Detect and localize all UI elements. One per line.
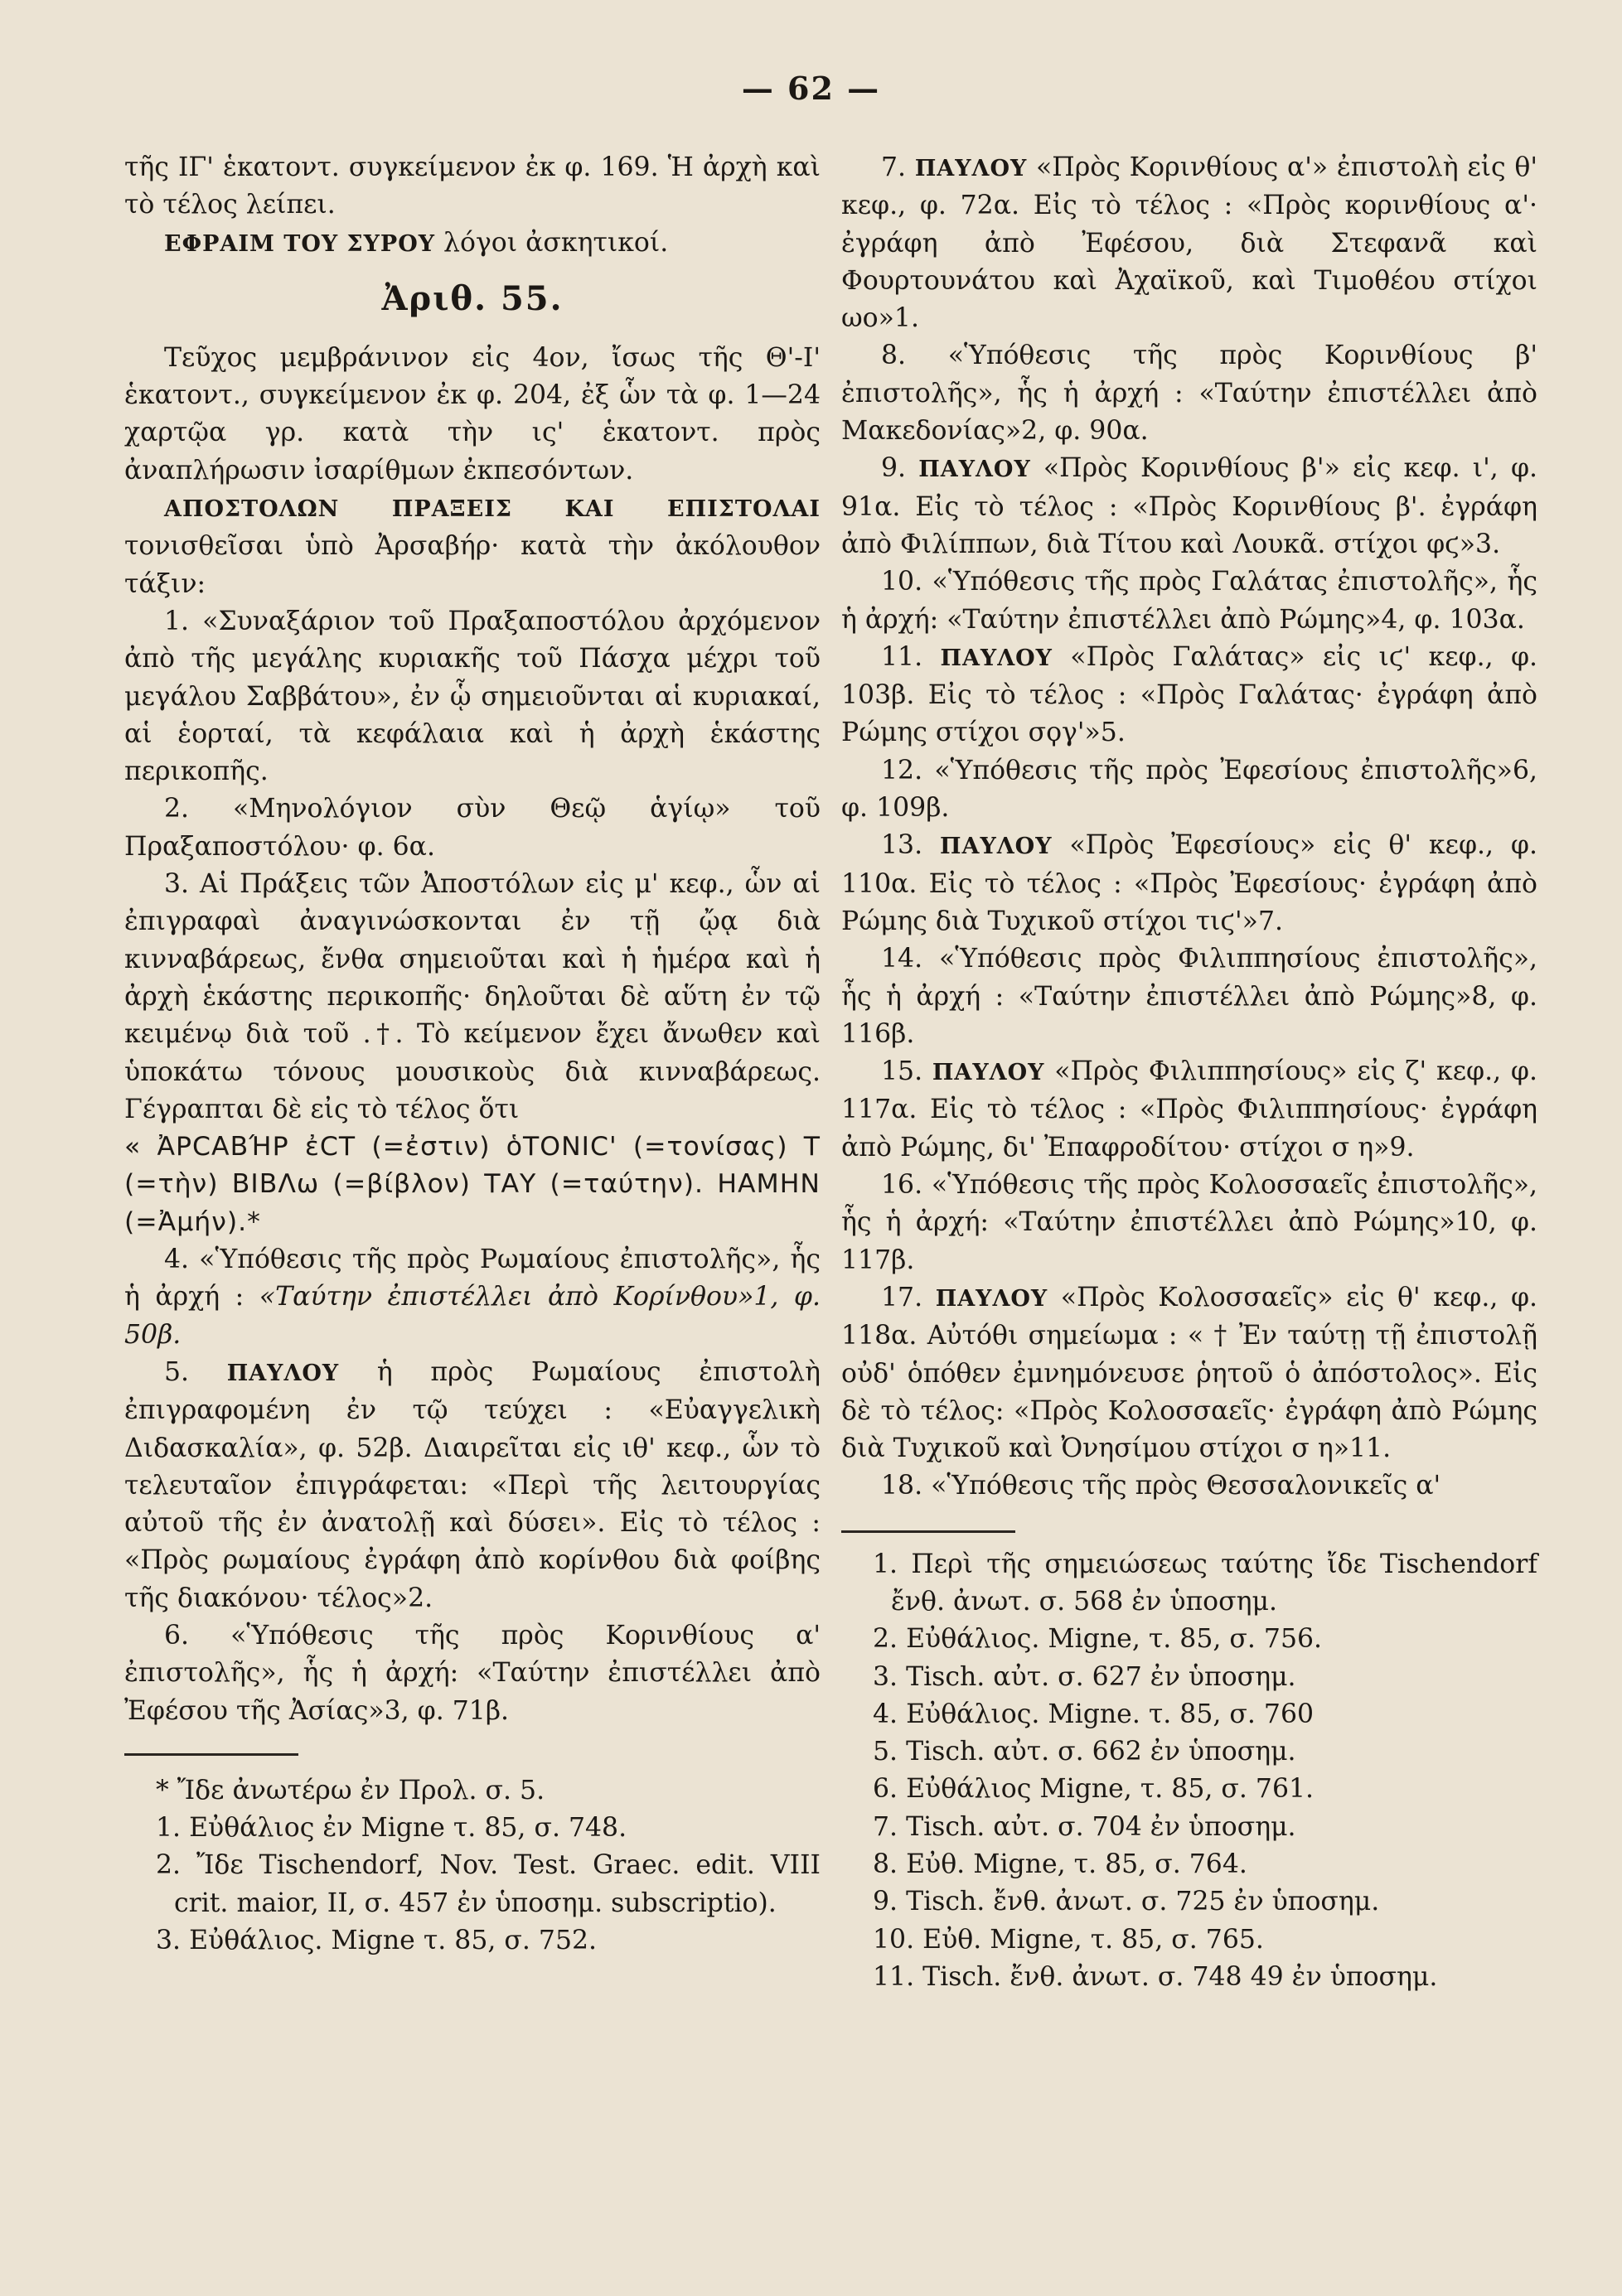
contents-text: τονισθεῖσαι ὑπὸ Ἀρσαβήρ· κατὰ τὴν ἀκόλουθον τάξιν:: [124, 531, 821, 599]
page-number: — 62 —: [741, 70, 881, 107]
list-item: 6. «Ὑπόθεσις τῆς πρὸς Κορινθίους α' ἐπιστολῆς», ἧς ἡ ἀρχή: «Ταύτην ἐπιστέλλει ἀπὸ Ἐφέσου τῆς Ἀσίας»3, φ. 71β.: [124, 1620, 821, 1726]
footnote: 10. Εὐθ. Migne, τ. 85, σ. 765.: [873, 1924, 1264, 1955]
list-item: [124, 1354, 821, 1617]
author-name: ΠΑΥΛΟΥ: [935, 1285, 1048, 1312]
list-item: [841, 827, 1537, 940]
footnote-divider: [841, 1530, 1015, 1533]
list-item: 18. «Ὑπόθεσις τῆς πρὸς Θεσσαλονικεῖς α': [881, 1471, 1441, 1501]
list-item: 1. «Συναξάριον τοῦ Πραξαποστόλου ἀρχόμενον ἀπὸ τῆς μεγάλης κυριακῆς τοῦ Πάσχα μέχρι τοῦ μεγάλου Σαββάτου», ἐν ᾧ σημειοῦνται αἱ κυριακαί, αἱ ἑορταί, τὰ κεφάλαια καὶ ἡ ἀρχὴ ἑκάστης περικοπῆς.: [124, 606, 821, 787]
footnote: 3. Tisch. αὐτ. σ. 627 ἐν ὑποσημ.: [873, 1661, 1296, 1692]
footnote: 2. Εὐθάλιος. Migne, τ. 85, σ. 756.: [873, 1624, 1323, 1655]
description-paragraph: Τεῦχος μεμβράνινον εἰς 4ον, ἴσως τῆς Θ'-Ι' ἑκατοντ., συγκείμενον ἐκ φ. 204, ἐξ ὧν τὰ φ. 1—24 χαρτῷα γρ. κατὰ τὴν ις' ἑκατοντ. πρὸς ἀναπλήρωσιν ἰσαρίθμων ἐκπεσόντων.: [124, 342, 821, 486]
footnote: 4. Εὐθάλιος. Migne. τ. 85, σ. 760: [873, 1699, 1315, 1729]
list-item: 14. «Ὑπόθεσις πρὸς Φιλιππησίους ἐπιστολῆς», ἧς ἡ ἀρχή : «Ταύτην ἐπιστέλλει ἀπὸ Ρώμης»8, φ. 116β.: [841, 944, 1537, 1049]
ephraim-entry: [124, 225, 821, 263]
footnote: 1. Περὶ τῆς σημειώσεως ταύτης ἴδε Tischendorf ἔνθ. ἀνωτ. σ. 568 ἐν ὑποσημ.: [873, 1549, 1537, 1617]
left-column: [124, 149, 821, 1960]
list-item: 12. «Ὑπόθεσις τῆς πρὸς Ἐφεσίους ἐπιστολῆς»6, φ. 109β.: [841, 755, 1537, 824]
section-heading: Ἀριθ. 55.: [381, 278, 564, 318]
footnote: 2. Ἴδε Tischendorf, Nov. Test. Graec. edit. VIII crit. maior, II, σ. 457 ἐν ὑποσημ. subscriptio).: [156, 1850, 821, 1918]
item-quote: «Ταύτην ἐπιστέλλει ἀπὸ Κορίνθου»1, φ. 50β.: [124, 1282, 821, 1350]
footnote: 8. Εὐθ. Migne, τ. 85, σ. 764.: [873, 1849, 1247, 1880]
list-item: 10. «Ὑπόθεσις τῆς πρὸς Γαλάτας ἐπιστολῆς», ἧς ἡ ἀρχή: «Ταύτην ἐπιστέλλει ἀπὸ Ρώμης»4, φ. 103α.: [841, 567, 1537, 635]
author-name: ΕΦΡΑΙΜ ΤΟΥ ΣΥΡΟΥ: [164, 230, 436, 257]
item-number: 7.: [881, 152, 907, 182]
footnote: 11. Tisch. ἔνθ. ἀνωτ. σ. 748 49 ἐν ὑποσημ.: [873, 1961, 1438, 1992]
item-text: «Πρὸς Φιλιππησίους» εἰς ζ' κεφ., φ. 117α. Εἰς τὸ τέλος : «Πρὸς Φιλιππησίους· ἐγράφη ἀπὸ Ρώμης, δι' Ἐπαφροδίτου· στίχοι σ η»9.: [841, 1056, 1537, 1163]
list-item: [841, 639, 1537, 752]
footnote: 6. Εὐθάλιος Migne, τ. 85, σ. 761.: [873, 1774, 1315, 1805]
author-name: ΠΑΥΛΟΥ: [940, 834, 1053, 860]
list-item: 3. Αἱ Πράξεις τῶν Ἀποστόλων εἰς μ' κεφ., ὧν αἱ ἐπιγραφαὶ ἀναγινώσκονται ἐν τῇ ᾤᾳ διὰ κινναβάρεως, ἔνθα σημειοῦται καὶ ἡ ἡμέρα καὶ ἡ ἀρχὴ ἑκάστης περικοπῆς· δηλοῦται δὲ αὕτη ἐν τῷ κειμένῳ διὰ τοῦ .†. Τὸ κείμενον ἔχει ἄνωθεν καὶ ὑποκάτω τόνους μουσικοὺς διὰ κινναβάρεως. Γέγραπται δὲ εἰς τὸ τέλος ὅτι: [124, 869, 821, 1124]
author-name: ΠΑΥΛΟΥ: [940, 645, 1053, 671]
author-name: ΠΑΥΛΟΥ: [932, 1060, 1045, 1086]
footnote: 1. Εὐθάλιος ἐν Migne τ. 85, σ. 748.: [156, 1813, 627, 1844]
item-number: 5.: [164, 1356, 190, 1387]
footnotes: [841, 1546, 1537, 1997]
item-text: «Πρὸς Κορινθίους α'» ἐπιστολὴ εἰς θ' κεφ., φ. 72α. Εἰς τὸ τέλος : «Πρὸς κορινθίους α'· ἐγράφη ἀπὸ Ἐφέσου, διὰ Στεφανᾶ καὶ Φουρτουνάτου καὶ Ἀχαϊκοῦ, καὶ Τιμοθέου στίχοι ωο»1.: [841, 152, 1538, 334]
contents-intro: [124, 490, 821, 603]
inscription: [124, 1129, 821, 1241]
list-item: 16. «Ὑπόθεσις τῆς πρὸς Κολοσσαεῖς ἐπιστολῆς», ἧς ἡ ἀρχή: «Ταύτην ἐπιστέλλει ἀπὸ Ρώμης»10, φ. 117β.: [841, 1170, 1537, 1275]
item-number: 15.: [881, 1056, 923, 1087]
footnote: 5. Tisch. αὐτ. σ. 662 ἐν ὑποσημ.: [873, 1737, 1296, 1767]
inscription-text: « ἈΡCΑΒΉΡ ἐCΤ (=ἐστιν) ὁTONIC' (=τονίσας) T (=τὴν) BIBΛω (=βίβλον) ΤΑΥ (=ταύτην). HAMΗΝ (=Ἀμήν).*: [124, 1132, 821, 1237]
author-name: ΠΑΥΛΟΥ: [914, 156, 1028, 181]
item-text: «Πρὸς Κορινθίους β'» εἰς κεφ. ι', φ. 91α. Εἰς τὸ τέλος : «Πρὸς Κορινθίους β'. ἐγράφη ἀπὸ Φιλίππων, διὰ Τίτου καὶ Λουκᾶ. στίχοι φϛ»3.: [841, 453, 1538, 559]
item-number: 9.: [881, 453, 907, 484]
item-text: «Πρὸς Κολοσσαεῖς» εἰς θ' κεφ., φ. 118α. Αὐτόθι σημείωμα : « † Ἐν ταύτῃ τῇ ἐπιστολῇ οὐδ' ὁπόθεν ἐμνημόνευσε ῥητοῦ ὁ ἀπόστολος». Εἰς δὲ τὸ τέλος: «Πρὸς Κολοσσαεῖς· ἐγράφη ἀπὸ Ρώμης διὰ Τυχικοῦ καὶ Ὀνησίμου στίχοι σ η»11.: [841, 1282, 1538, 1464]
list-item: [841, 1279, 1537, 1467]
item-number: 13.: [881, 830, 923, 861]
item-text: 4. «Ὑπόθεσις τῆς πρὸς Ρωμαίους ἐπιστολῆς», ἧς ἡ ἀρχή :: [124, 1245, 821, 1312]
item-text: ἡ πρὸς Ρωμαίους ἐπιστολὴ ἐπιγραφομένη ἐν τῷ τεύχει : «Εὐαγγελικὴ Διδασκαλία», φ. 52β. Διαιρεῖται εἰς ιθ' κεφ., ὧν τὸ τελευταῖον ἐπιγράφεται: «Περὶ τῆς λειτουργίας αὐτοῦ τῆς ἐν ἀνατολῇ καὶ δύσει». Εἰς τὸ τέλος : «Πρὸς ρωμαίους ἐγράφη ἀπὸ κορίνθου διὰ φοίβης τῆς διακόνου· τέλος»2.: [124, 1356, 821, 1613]
footnote-divider: [124, 1753, 298, 1756]
footnotes: [124, 1772, 821, 1960]
item-text: «Πρὸς Ἐφεσίους» εἰς θ' κεφ., φ. 110α. Εἰς τὸ τέλος : «Πρὸς Ἐφεσίους· ἐγράφη ἀπὸ Ρώμης διὰ Τυχικοῦ στίχοι τιϛ'»7.: [841, 830, 1537, 936]
list-item: [841, 1053, 1537, 1167]
footnote: 7. Tisch. αὐτ. σ. 704 ἐν ὑποσημ.: [873, 1811, 1296, 1842]
item-number: 17.: [881, 1282, 923, 1312]
contents-title: ΑΠΟΣΤΟΛΩΝ ΠΡΑΞΕΙΣ ΚΑΙ ΕΠΙΣΤΟΛΑΙ: [164, 496, 821, 523]
right-column: [841, 149, 1537, 1996]
author-name: ΠΑΥΛΟΥ: [918, 457, 1031, 483]
footnote: 9. Tisch. ἔνθ. ἀνωτ. σ. 725 ἐν ὑποσημ.: [873, 1887, 1380, 1917]
footnote: * Ἴδε ἀνωτέρω ἐν Προλ. σ. 5.: [156, 1775, 545, 1805]
list-item: [124, 1241, 821, 1354]
entry-text: λόγοι ἀσκητικοί.: [443, 227, 669, 258]
item-number: 11.: [881, 641, 923, 672]
list-item: [841, 149, 1537, 337]
author-name: ΠΑΥΛΟΥ: [226, 1360, 340, 1386]
list-item: 8. «Ὑπόθεσις τῆς πρὸς Κορινθίους β' ἐπιστολῆς», ἧς ἡ ἀρχή : «Ταύτην ἐπιστέλλει ἀπὸ Μακεδονίας»2, φ. 90α.: [841, 341, 1537, 447]
list-item: [841, 450, 1537, 563]
footnote: 3. Εὐθάλιος. Migne τ. 85, σ. 752.: [156, 1926, 598, 1956]
list-item: 2. «Μηνολόγιον σὺν Θεῷ ἁγίῳ» τοῦ Πραξαποστόλου· φ. 6α.: [124, 794, 821, 862]
paragraph: τῆς ΙΓ' ἑκατοντ. συγκείμενον ἐκ φ. 169. Ἡ ἀρχὴ καὶ τὸ τέλος λείπει.: [124, 152, 821, 220]
item-text: «Πρὸς Γαλάτας» εἰς ιϛ' κεφ., φ. 103β. Εἰς τὸ τέλος : «Πρὸς Γαλάτας· ἐγράφη ἀπὸ Ρώμης στίχοι σϙγ'»5.: [841, 641, 1538, 748]
